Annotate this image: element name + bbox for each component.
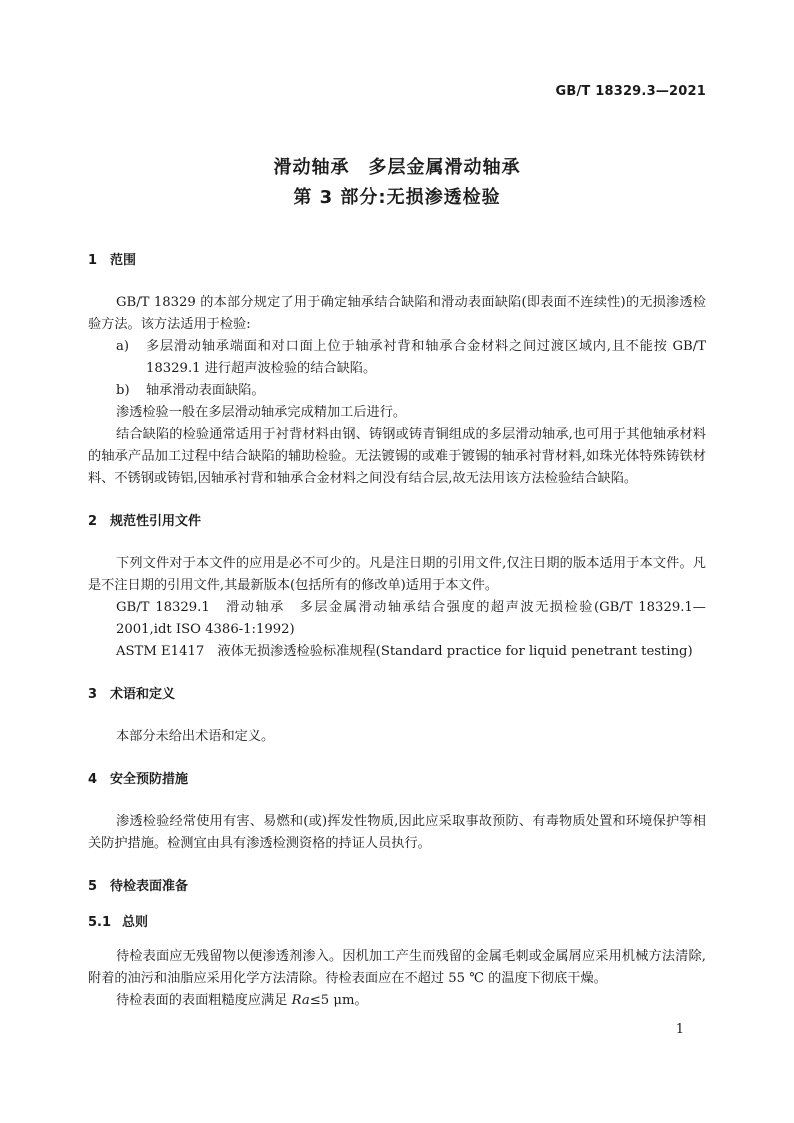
section-title: 范围 [110, 253, 137, 268]
paragraph: 渗透检验经常使用有害、易燃和(或)挥发性物质,因此应采取事故预防、有毒物质处置和环境保护等相关防护措施。检测宜由具有渗透检测资格的持证人员执行。 [88, 814, 706, 851]
document-body [88, 250, 706, 1012]
roughness-symbol: Ra [291, 993, 310, 1008]
subsection-heading-general [88, 912, 706, 934]
paragraph: 本部分未给出术语和定义。 [116, 729, 275, 744]
reference-entry: ASTM E1417 液体无损渗透检验标准规程(Standard practice for liquid penetrant testing) [116, 644, 693, 659]
section-heading-terms [88, 684, 706, 706]
section-number: 1 [88, 253, 98, 268]
page-number: 1 [675, 1022, 684, 1037]
section-number: 3 [88, 687, 98, 702]
section-heading-normative-references [88, 511, 706, 533]
list-item-label: a) [116, 339, 130, 354]
paragraph: 下列文件对于本文件的应用是必不可少的。凡是注日期的引用文件,仅注日期的版本适用于本文件。凡是不注日期的引用文件,其最新版本(包括所有的修改单)适用于本文件。 [88, 556, 706, 593]
list-item-label: b) [116, 383, 130, 398]
document-title-line2: 第 3 部分:无损渗透检验 [293, 187, 501, 208]
paragraph: 渗透检验一般在多层滑动轴承完成精加工后进行。 [116, 405, 407, 420]
paragraph-roughness [88, 990, 706, 1012]
section-title: 术语和定义 [110, 687, 176, 702]
roughness-prefix: 待检表面的表面粗糙度应满足 [116, 993, 292, 1008]
list-item-text: 多层滑动轴承端面和对口面上位于轴承衬背和轴承合金材料之间过渡区域内,且不能按 GB/T 18329.1 进行超声波检验的结合缺陷。 [146, 339, 706, 376]
list-item [88, 380, 706, 402]
section-number: 4 [88, 772, 98, 787]
section-title: 安全预防措施 [110, 772, 189, 787]
section-number: 5 [88, 879, 98, 894]
section-heading-surface-preparation [88, 876, 706, 898]
roughness-suffix: ≤5 μm。 [309, 993, 368, 1008]
reference-entry: GB/T 18329.1 滑动轴承 多层金属滑动轴承结合强度的超声波无损检验(GB/T 18329.1—2001,idt ISO 4386-1:1992) [116, 600, 706, 637]
section-heading-scope [88, 250, 706, 272]
list-item [88, 336, 706, 380]
paragraph: 结合缺陷的检验通常适用于衬背材料由钢、铸钢或铸青铜组成的多层滑动轴承,也可用于其他轴承材料的轴承产品加工过程中结合缺陷的辅助检验。无法镀锡的或难于镀锡的轴承衬背材料,如珠光体特殊铸铁材料、不锈钢或铸铝,因轴承衬背和轴承合金材料之间没有结合层,故无法用该方法检验结合缺陷。 [88, 427, 706, 486]
section-title: 规范性引用文件 [110, 514, 202, 529]
section-title: 待检表面准备 [110, 879, 189, 894]
standard-code: GB/T 18329.3—2021 [555, 84, 706, 99]
paragraph: GB/T 18329 的本部分规定了用于确定轴承结合缺陷和滑动表面缺陷(即表面不连续性)的无损渗透检验方法。该方法适用于检验: [88, 295, 706, 332]
section-heading-safety [88, 769, 706, 791]
document-title-line1: 滑动轴承 多层金属滑动轴承 [273, 157, 521, 178]
subsection-title: 总则 [122, 915, 149, 930]
subsection-number: 5.1 [88, 915, 112, 930]
list-item-text: 轴承滑动表面缺陷。 [146, 383, 265, 398]
paragraph: 待检表面应无残留物以便渗透剂渗入。因机加工产生而残留的金属毛刺或金属屑应采用机械方法清除,附着的油污和油脂应采用化学方法清除。待检表面应在不超过 55 ℃ 的温度下彻底干燥。 [88, 949, 706, 986]
section-number: 2 [88, 514, 98, 529]
